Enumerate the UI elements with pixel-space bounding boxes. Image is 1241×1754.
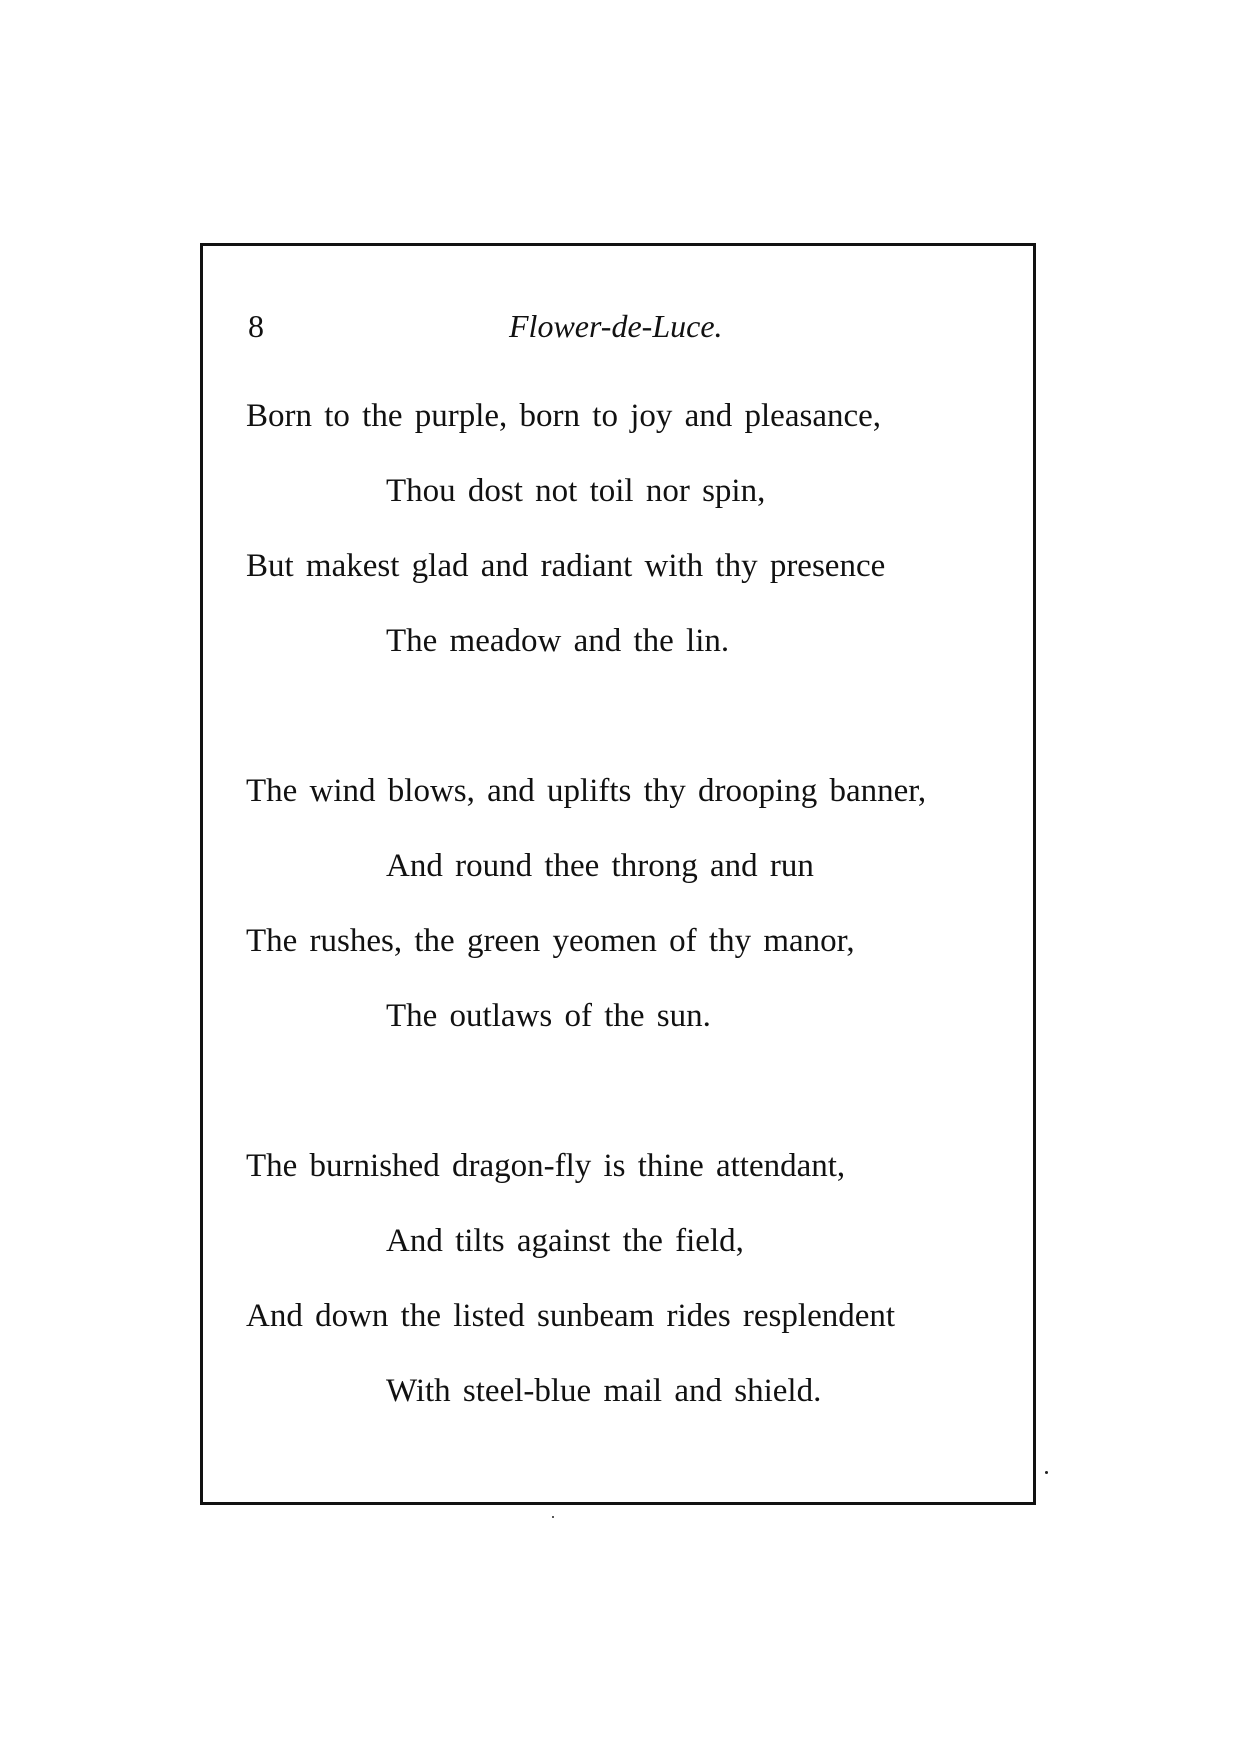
print-speck	[552, 1516, 554, 1518]
verse-line: The meadow and the lin.	[386, 623, 730, 659]
print-speck	[1045, 1471, 1048, 1474]
verse-line: The outlaws of the sun.	[386, 998, 711, 1034]
verse-line: And tilts against the field,	[386, 1223, 744, 1259]
verse-line: Thou dost not toil nor spin,	[386, 473, 766, 509]
page-number: 8	[248, 308, 264, 344]
verse-line: With steel-blue mail and shield.	[386, 1373, 822, 1409]
verse-line: And down the listed sunbeam rides resplendent	[246, 1298, 896, 1334]
verse-line: But makest glad and radiant with thy presence	[246, 548, 886, 584]
verse-line: And round thee throng and run	[386, 848, 814, 884]
verse-line: Born to the purple, born to joy and pleasance,	[246, 398, 882, 434]
page-header	[203, 306, 1033, 346]
running-title: Flower-de-Luce.	[509, 308, 723, 344]
verse-line: The rushes, the green yeomen of thy manor,	[246, 923, 855, 959]
verse-line: The burnished dragon-fly is thine attendant,	[246, 1148, 846, 1184]
page-frame	[200, 243, 1036, 1505]
verse-line: The wind blows, and uplifts thy drooping banner,	[246, 773, 927, 809]
